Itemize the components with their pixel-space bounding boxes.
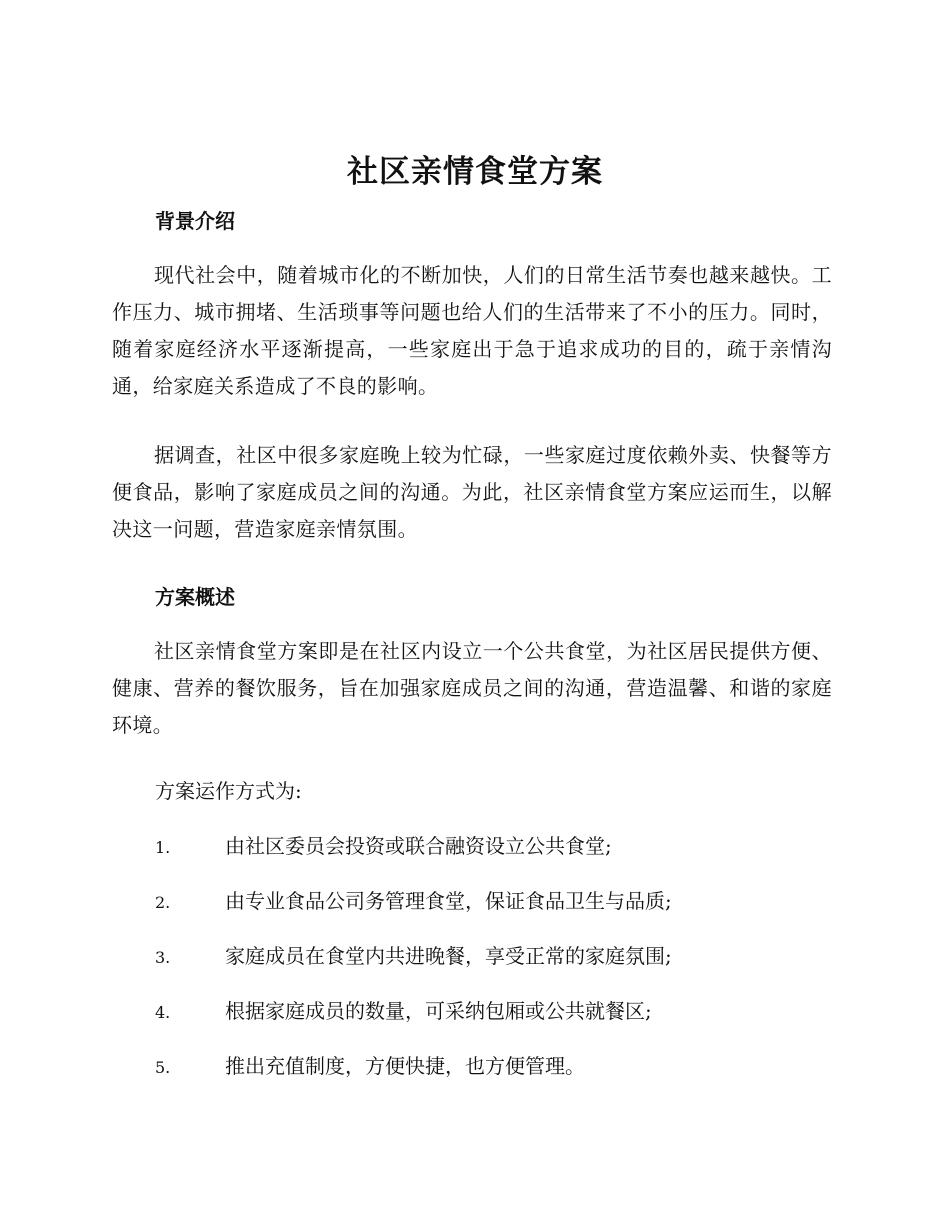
list-text: 由专业食品公司务管理食堂，保证食品卫生与品质; xyxy=(225,889,672,913)
list-item xyxy=(155,941,835,971)
list-text: 推出充值制度，方便快捷，也方便管理。 xyxy=(225,1054,585,1078)
list-text: 根据家庭成员的数量，可采纳包厢或公共就餐区; xyxy=(225,999,652,1023)
list-item xyxy=(155,1051,835,1081)
section-heading-background: 背景介绍 xyxy=(155,209,235,233)
overview-paragraph: 社区亲情食堂方案即是在社区内设立一个公共食堂，为社区居民提供方便、健康、营养的餐饮服务，旨在加强家庭成员之间的沟通，营造温馨、和谐的家庭环境。 xyxy=(112,639,832,737)
background-paragraph-1: 现代社会中，随着城市化的不断加快，人们的日常生活节奏也越来越快。工作压力、城市拥堵、生活琐事等问题也给人们的生活带来了不小的压力。同时，随着家庭经济水平逐渐提高，一些家庭出于急于追求成功的目的，疏于亲情沟通，给家庭关系造成了不良的影响。 xyxy=(112,263,832,398)
list-item xyxy=(155,996,835,1026)
list-intro: 方案运作方式为: xyxy=(155,779,302,803)
list-item xyxy=(155,831,835,861)
list-number: 3. xyxy=(155,948,171,967)
background-paragraph-2: 据调查，社区中很多家庭晚上较为忙碌，一些家庭过度依赖外卖、快餐等方便食品，影响了家庭成员之间的沟通。为此，社区亲情食堂方案应运而生，以解决这一问题，营造家庭亲情氛围。 xyxy=(112,443,832,541)
list-text: 由社区委员会投资或联合融资设立公共食堂; xyxy=(225,834,612,858)
document-title: 社区亲情食堂方案 xyxy=(347,154,603,190)
list-number: 1. xyxy=(155,838,171,857)
list-number: 5. xyxy=(155,1058,171,1077)
section-heading-overview: 方案概述 xyxy=(155,585,235,609)
list-item xyxy=(155,886,835,916)
list-number: 4. xyxy=(155,1003,171,1022)
list-text: 家庭成员在食堂内共进晚餐，享受正常的家庭氛围; xyxy=(225,944,672,968)
list-number: 2. xyxy=(155,893,171,912)
